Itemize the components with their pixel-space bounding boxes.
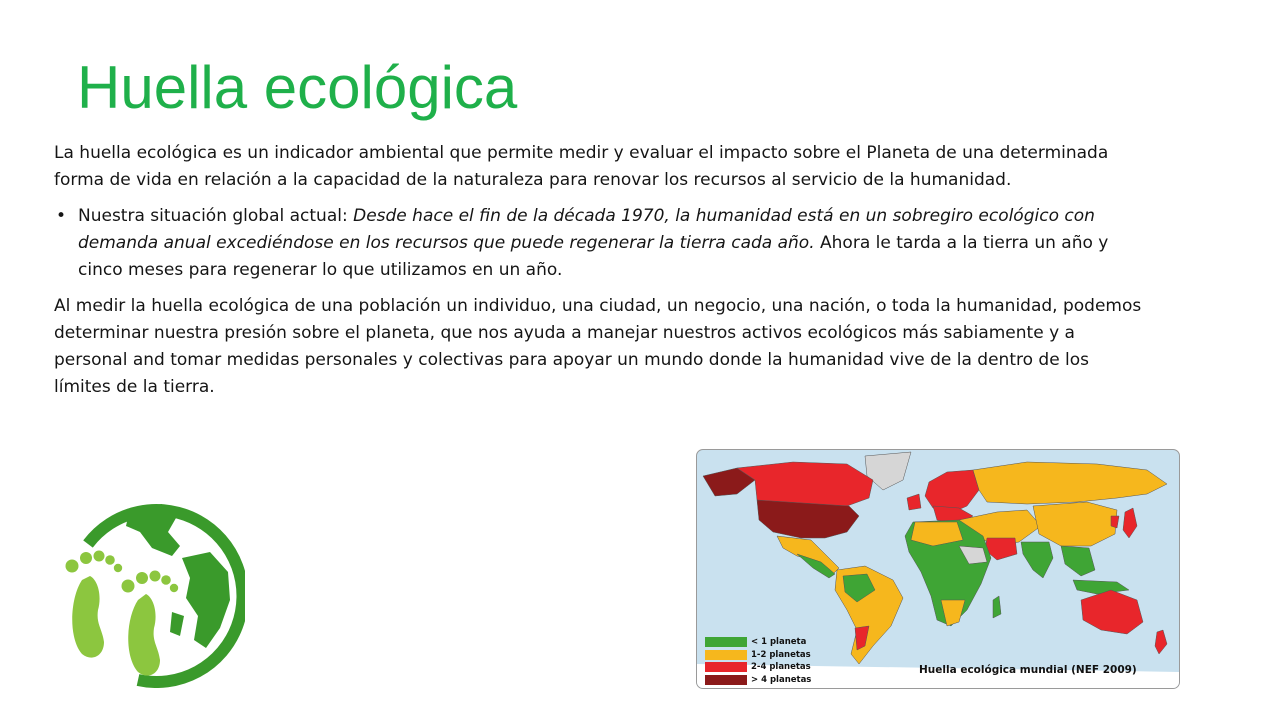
bullet-lead: Nuestra situación global actual: (78, 206, 354, 226)
footprint-globe-icon (60, 488, 245, 688)
bullet-item (54, 203, 1144, 284)
closing-paragraph: Al medir la huella ecológica de una población un individuo, una ciudad, un negocio, una nación, o toda la humanidad, podemos determinar nuestra presión sobre el planeta, que nos ayuda a manejar nuestros activos ecológicos más sabiamente y a personal and tomar medidas personales y colectivas para apoyar un mundo donde la humanidad vive de la dentro de los límites de la tierra. (54, 296, 1142, 397)
page-title: Huella ecológica (77, 54, 518, 121)
legend-item (705, 649, 811, 662)
legend-label: 2-4 planetas (751, 662, 811, 673)
bullet-icon (56, 203, 70, 230)
content-body (54, 140, 1144, 401)
legend-item (705, 661, 811, 674)
map-legend (705, 636, 811, 686)
legend-swatch (705, 650, 747, 660)
world-footprint-map (696, 449, 1180, 689)
map-caption: Huella ecológica mundial (NEF 2009) (919, 664, 1137, 676)
legend-label: > 4 planetas (751, 674, 812, 685)
legend-item (705, 636, 811, 649)
bullet-rest: Ahora le tarda a la tierra un año y cinco meses para regenerar lo que utilizamos en un año. (78, 233, 1109, 280)
bullet-italic: Desde hace el fin de la década 1970, la humanidad está en un sobregiro ecológico con demanda anual excediéndose en los recursos que puede regenerar la tierra cada año. (78, 206, 1095, 253)
legend-swatch (705, 637, 747, 647)
legend-label: < 1 planeta (751, 637, 807, 648)
legend-label: 1-2 planetas (751, 649, 811, 660)
legend-swatch (705, 662, 747, 672)
legend-item (705, 674, 811, 687)
intro-paragraph: La huella ecológica es un indicador ambiental que permite medir y evaluar el impacto sobre el Planeta de una determinada forma de vida en relación a la capacidad de la naturaleza para renovar los recursos al servicio de la humanidad. (54, 143, 1109, 190)
legend-swatch (705, 675, 747, 685)
